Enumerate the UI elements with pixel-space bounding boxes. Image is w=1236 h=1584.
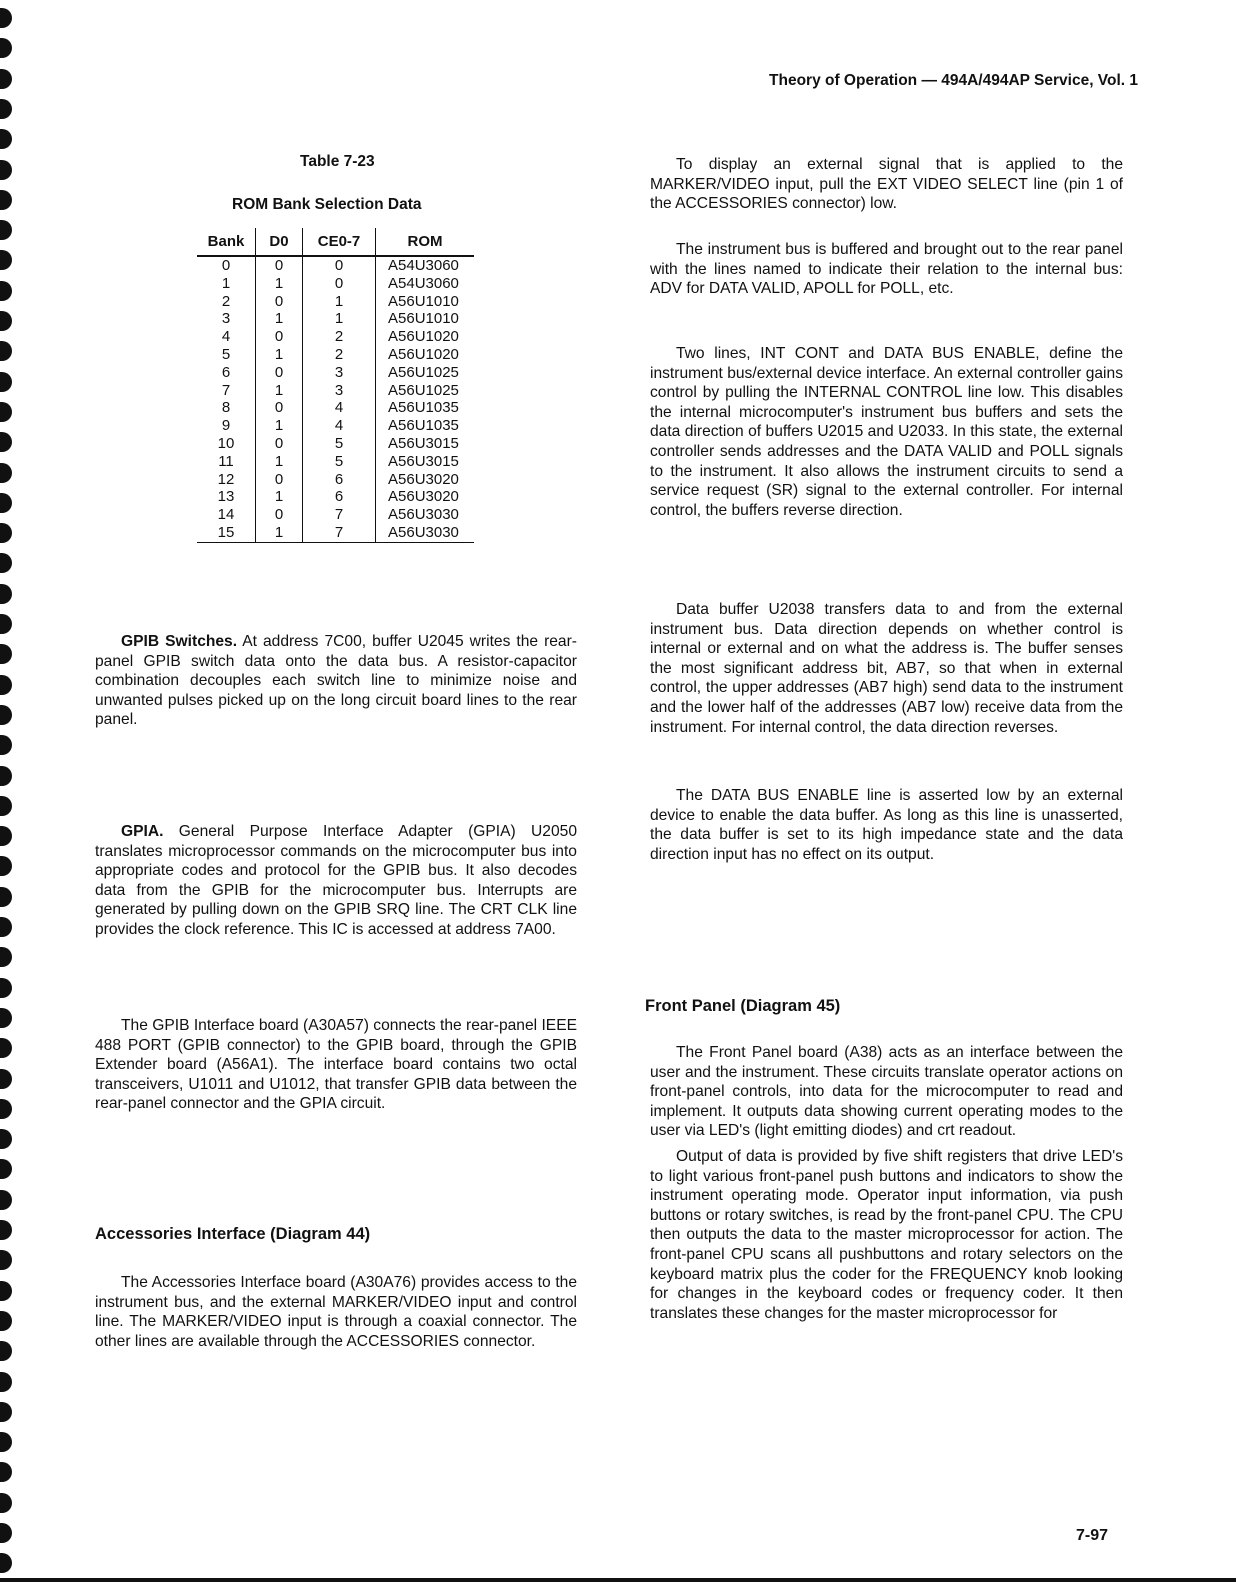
bottom-rule — [0, 1578, 1236, 1582]
table-row — [197, 488, 474, 506]
binder-holes — [0, 0, 24, 1584]
table-row — [197, 471, 474, 489]
table-title: Table 7-23 — [300, 153, 375, 170]
binder-hole — [0, 372, 12, 392]
front-panel-paragraph: The Front Panel board (A38) acts as an interface between the user and the instrument. These circuits translate operator actions on front-panel controls, into data for the microcomputer to read and implement. It outputs data showing current operating modes to the user via LED's (light emitting diodes) and crt readout. — [650, 1044, 1123, 1140]
gpia-text: General Purpose Interface Adapter (GPIA) U2050 translates microprocessor commands on the microcomputer bus into appropriate codes and protocol for the GPIB bus. It also decodes data from the GPIB for the microcomputer bus. Interrupts are generated by pulling down on the GPIB SRQ line. The CRT CLK line provides the clock reference. This IC is accessed at address 7A00. — [95, 823, 577, 938]
cell-ce: 2 — [303, 346, 376, 364]
column-header-d0: D0 — [256, 228, 303, 256]
gpib-switches-lead: GPIB Switches. — [121, 633, 238, 650]
binder-hole — [0, 1402, 12, 1422]
cell-rom: A56U3015 — [376, 453, 475, 471]
binder-hole — [0, 978, 12, 998]
cell-rom: A56U3020 — [376, 471, 475, 489]
cell-rom: A54U3060 — [376, 275, 475, 293]
cell-bank: 13 — [217, 488, 235, 506]
binder-hole — [0, 826, 12, 846]
cell-ce: 7 — [303, 506, 376, 524]
cell-bank: 3 — [221, 310, 231, 328]
table-subtitle: ROM Bank Selection Data — [232, 196, 422, 213]
page-number: 7-97 — [1076, 1527, 1109, 1544]
binder-hole — [0, 1129, 12, 1149]
cell-d0: 0 — [256, 506, 303, 524]
binder-hole — [0, 735, 12, 755]
cell-ce: 4 — [303, 417, 376, 435]
binder-hole — [0, 644, 12, 664]
running-header: Theory of Operation — 494A/494AP Service, Vol. 1 — [769, 72, 1138, 89]
cell-d0: 0 — [256, 471, 303, 489]
binder-hole — [0, 1432, 12, 1452]
binder-hole — [0, 766, 12, 786]
cell-rom: A56U1020 — [376, 346, 475, 364]
cell-ce: 3 — [303, 382, 376, 400]
rom-bank-table — [197, 228, 474, 543]
cell-ce: 5 — [303, 435, 376, 453]
binder-hole — [0, 129, 12, 149]
cell-rom: A56U3030 — [376, 524, 475, 542]
cell-bank: 8 — [221, 399, 231, 417]
cell-ce: 0 — [303, 275, 376, 293]
gpia-lead: GPIA. — [121, 823, 164, 840]
binder-hole — [0, 523, 12, 543]
instrument-bus-paragraph: The instrument bus is buffered and brought out to the rear panel with the lines named to indicate their relation to the internal bus: ADV for DATA VALID, APOLL for POLL, etc. — [650, 241, 1123, 298]
cell-bank: 12 — [217, 470, 235, 488]
binder-hole — [0, 1462, 12, 1482]
binder-hole — [0, 887, 12, 907]
cell-d0: 0 — [256, 256, 303, 275]
cell-rom: A56U1035 — [376, 417, 475, 435]
table-row — [197, 364, 474, 382]
table-row — [197, 453, 474, 471]
cell-d0: 0 — [256, 435, 303, 453]
binder-hole — [0, 796, 12, 816]
cell-ce: 7 — [303, 524, 376, 542]
cell-rom: A56U1010 — [376, 293, 475, 311]
table-row — [197, 346, 474, 364]
binder-hole — [0, 281, 12, 301]
cell-rom: A56U1020 — [376, 328, 475, 346]
binder-hole — [0, 856, 12, 876]
binder-hole — [0, 917, 12, 937]
table-row — [197, 435, 474, 453]
gpib-interface-paragraph: The GPIB Interface board (A30A57) connects the rear-panel IEEE 488 PORT (GPIB connector) to the GPIB board, through the GPIB Extender board (A56A1). The interface board contains two octal transceivers, U1011 and U1012, that transfer GPIB data between the rear-panel connector and the GPIA circuit. — [95, 1017, 577, 1113]
binder-hole — [0, 1190, 12, 1210]
binder-hole — [0, 160, 12, 180]
binder-hole — [0, 99, 12, 119]
gpib-switches-text: At address 7C00, buffer U2045 writes the rear-panel GPIB switch data onto the data bus. A resistor-capacitor combination decouples each switch line to minimize noise and unwanted pulses picked up on the long circuit board lines to the rear panel. — [95, 633, 577, 729]
binder-hole — [0, 947, 12, 967]
accessories-paragraph: The Accessories Interface board (A30A76) provides access to the instrument bus, and the external MARKER/VIDEO input and control line. The MARKER/VIDEO input is through a coaxial connector. The other lines are available through the ACCESSORIES connector. — [95, 1274, 577, 1350]
cell-d0: 1 — [256, 275, 303, 293]
cell-rom: A56U1010 — [376, 310, 475, 328]
cell-rom: A54U3060 — [376, 256, 475, 275]
cell-d0: 1 — [256, 310, 303, 328]
cell-rom: A56U3015 — [376, 435, 475, 453]
cell-bank: 14 — [217, 506, 235, 524]
binder-hole — [0, 311, 12, 331]
cell-ce: 4 — [303, 399, 376, 417]
table-row — [197, 256, 474, 275]
binder-hole — [0, 8, 12, 28]
cell-d0: 1 — [256, 417, 303, 435]
gpib-switches-paragraph — [95, 632, 577, 730]
table-row — [197, 310, 474, 328]
binder-hole — [0, 1099, 12, 1119]
cell-d0: 0 — [256, 328, 303, 346]
cell-ce: 5 — [303, 453, 376, 471]
cell-rom: A56U1035 — [376, 399, 475, 417]
cell-ce: 6 — [303, 488, 376, 506]
column-header-bank: Bank — [197, 228, 256, 256]
cell-ce: 2 — [303, 328, 376, 346]
cell-ce: 1 — [303, 293, 376, 311]
cell-bank: 5 — [221, 345, 231, 363]
cell-d0: 1 — [256, 453, 303, 471]
binder-hole — [0, 1553, 12, 1573]
accessories-heading: Accessories Interface (Diagram 44) — [95, 1225, 371, 1243]
binder-hole — [0, 614, 12, 634]
binder-hole — [0, 432, 12, 452]
table-body — [197, 256, 474, 542]
cell-d0: 1 — [256, 488, 303, 506]
binder-hole — [0, 584, 12, 604]
table-row — [197, 328, 474, 346]
cell-d0: 1 — [256, 524, 303, 542]
cell-d0: 1 — [256, 346, 303, 364]
table-row — [197, 506, 474, 524]
marker-video-paragraph: To display an external signal that is applied to the MARKER/VIDEO input, pull the EXT VIDEO SELECT line (pin 1 of the ACCESSORIES connector) low. — [650, 156, 1123, 213]
cell-bank: 1 — [221, 274, 231, 292]
table-row — [197, 293, 474, 311]
column-header-rom: ROM — [376, 228, 475, 256]
cell-bank: 9 — [221, 417, 231, 435]
binder-hole — [0, 341, 12, 361]
cell-bank: 0 — [221, 257, 231, 274]
binder-hole — [0, 69, 12, 89]
cell-d0: 0 — [256, 364, 303, 382]
cell-rom: A56U1025 — [376, 364, 475, 382]
binder-hole — [0, 1341, 12, 1361]
cell-rom: A56U3020 — [376, 488, 475, 506]
cell-bank: 11 — [218, 452, 234, 470]
cell-bank: 7 — [221, 381, 231, 399]
binder-hole — [0, 1493, 12, 1513]
cell-bank: 15 — [197, 524, 256, 542]
cell-rom: A56U3030 — [376, 506, 475, 524]
cell-rom: A56U1025 — [376, 382, 475, 400]
table-header-row — [197, 228, 474, 256]
shift-registers-paragraph: Output of data is provided by five shift registers that drive LED's to light various front-panel push buttons and indicators to show the instrument operating mode. Operator input information, via push buttons or rotary switches, is read by the front-panel CPU. The CPU then outputs the data to the master microprocessor for action. The front-panel CPU scans all pushbuttons and rotary selectors on the keyboard matrix plus the coder for the FREQUENCY knob looking for changes in the keyboard codes or frequency coder. It then translates these changes for the master microprocessor for — [650, 1148, 1123, 1322]
int-cont-paragraph: Two lines, INT CONT and DATA BUS ENABLE, define the instrument bus/external device interface. An external controller gains control by pulling the INTERNAL CONTROL line low. This disables the internal microcomputer's instrument bus buffers and sets the data direction of buffers U2015 and U2033. In this state, the external controller sends addresses and the DATA VALID and POLL signals to the instrument. It also allows the instrument circuits to send a service request (SR) signal to the external controller. For internal control, the buffers reverse direction. — [650, 345, 1123, 519]
binder-hole — [0, 402, 12, 422]
gpia-paragraph — [95, 822, 577, 940]
binder-hole — [0, 1250, 12, 1270]
binder-hole — [0, 675, 12, 695]
binder-hole — [0, 250, 12, 270]
binder-hole — [0, 463, 12, 483]
column-header-ce: CE0-7 — [303, 228, 376, 256]
binder-hole — [0, 553, 12, 573]
table-row — [197, 417, 474, 435]
table-row — [197, 524, 474, 542]
table-row — [197, 382, 474, 400]
binder-hole — [0, 1159, 12, 1179]
cell-d0: 0 — [256, 399, 303, 417]
binder-hole — [0, 1220, 12, 1240]
data-buffer-paragraph: Data buffer U2038 transfers data to and from the external instrument bus. Data direction depends on whether control is internal or external and on what the address is. The buffer senses the most significant address bit, AB7, so that when in external control, the upper addresses (AB7 high) send data to the instrument and the lower half of the addresses (AB7 low) receive data from the instrument. For internal control, the data direction reverses. — [650, 601, 1123, 736]
binder-hole — [0, 220, 12, 240]
front-panel-heading: Front Panel (Diagram 45) — [645, 997, 841, 1015]
binder-hole — [0, 1069, 12, 1089]
cell-d0: 1 — [256, 382, 303, 400]
cell-bank: 6 — [221, 363, 231, 381]
binder-hole — [0, 1523, 12, 1543]
binder-hole — [0, 1038, 12, 1058]
binder-hole — [0, 1372, 12, 1392]
binder-hole — [0, 705, 12, 725]
cell-bank: 4 — [221, 328, 231, 346]
binder-hole — [0, 1008, 12, 1028]
table-row — [197, 399, 474, 417]
binder-hole — [0, 493, 12, 513]
cell-ce: 0 — [303, 256, 376, 275]
table-row — [197, 275, 474, 293]
binder-hole — [0, 1311, 12, 1331]
cell-ce: 1 — [303, 310, 376, 328]
binder-hole — [0, 38, 12, 58]
binder-hole — [0, 1281, 12, 1301]
cell-d0: 0 — [256, 293, 303, 311]
cell-bank: 2 — [221, 292, 231, 310]
data-bus-enable-paragraph: The DATA BUS ENABLE line is asserted low by an external device to enable the data buffer. As long as this line is unasserted, the data buffer is set to its high impedance state and the data direction input has no effect on its output. — [650, 787, 1123, 863]
cell-bank: 10 — [217, 434, 235, 452]
binder-hole — [0, 190, 12, 210]
cell-ce: 3 — [303, 364, 376, 382]
cell-ce: 6 — [303, 471, 376, 489]
